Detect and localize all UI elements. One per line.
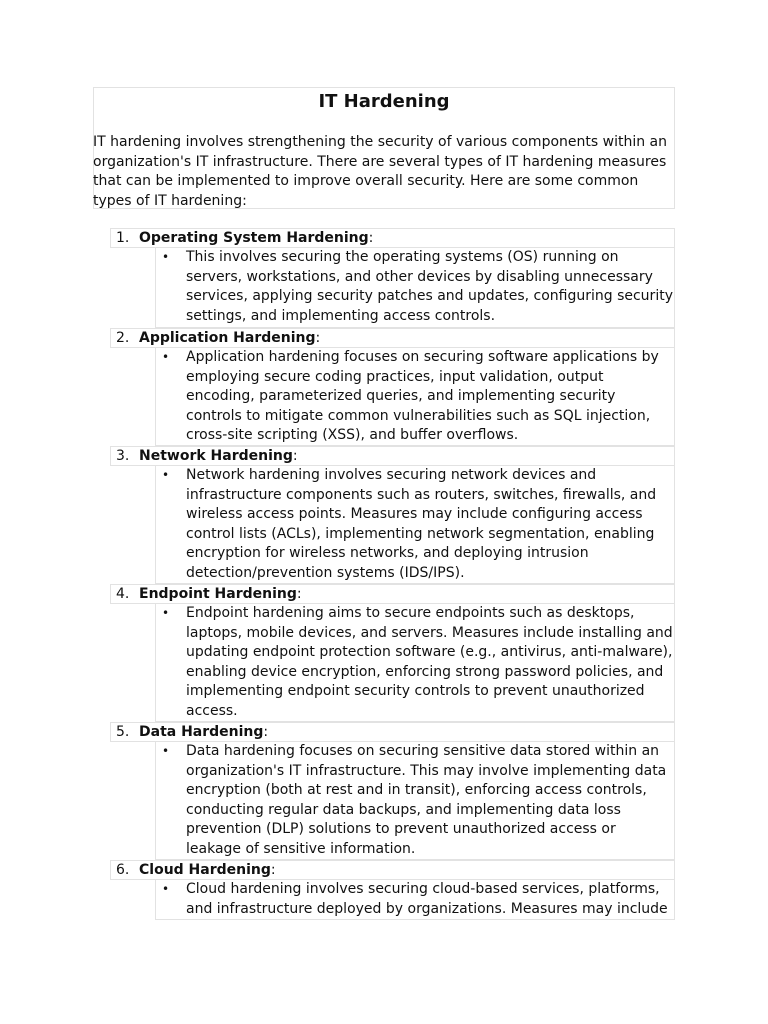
item-description: Data hardening focuses on securing sensitive data stored within an organization's IT infrastructure. This may involve implementing data encryption (both at rest and in transit), enforcing access controls, conducting regular data backups, and implementing data loss prevention (DLP) solutions to prevent unauthorized access or leakage of sensitive information. (186, 743, 667, 857)
item-title-bold: Data Hardening (139, 724, 264, 740)
item-title-bold: Application Hardening (139, 330, 316, 346)
item-title-bold: Cloud Hardening (139, 862, 271, 878)
list-item-body (155, 248, 675, 328)
intro-paragraph: IT hardening involves strengthening the security of various components within an organization's IT infrastructure. There are several types of IT hardening measures that can be implemented to improve overall security. Here are some common types of IT hardening: (93, 134, 667, 209)
document-title: IT Hardening (318, 91, 450, 112)
list-item-body (155, 880, 675, 920)
item-title-suffix: : (263, 724, 269, 740)
item-description: Application hardening focuses on securing software applications by employing secure coding practices, input validation, output encoding, parameterized queries, and implementing security controls to mitigate common vulnerabilities such as SQL injection, cross-site scripting (XSS), and buffer overflows. (186, 349, 659, 444)
item-number: 6. (116, 862, 130, 878)
item-title-suffix: : (292, 448, 298, 464)
item-title-bold: Operating System Hardening (139, 230, 369, 246)
item-title (139, 447, 298, 465)
bullet-icon: • (162, 468, 170, 482)
list-item-body (155, 348, 675, 446)
item-title-suffix: : (296, 586, 302, 602)
item-title (139, 861, 276, 879)
item-description: This involves securing the operating systems (OS) running on servers, workstations, and other devices by disabling unnecessary services, applying security patches and updates, configuring security settings, and implementing access controls. (186, 249, 673, 324)
item-title (139, 229, 373, 247)
list-item-heading (110, 860, 675, 880)
list-item-body (155, 604, 675, 722)
item-number: 4. (116, 586, 130, 602)
item-title (139, 723, 268, 741)
bullet-icon: • (162, 350, 170, 364)
list-item-body (155, 742, 675, 860)
item-number: 5. (116, 724, 130, 740)
list-item-heading (110, 722, 675, 742)
item-title-bold: Endpoint Hardening (139, 586, 297, 602)
bullet-icon: • (162, 606, 170, 620)
item-number: 3. (116, 448, 130, 464)
bullet-icon: • (162, 250, 170, 264)
item-title-suffix: : (315, 330, 321, 346)
item-number: 1. (116, 230, 130, 246)
bullet-icon: • (162, 882, 170, 896)
list-item-heading (110, 584, 675, 604)
item-title (139, 585, 302, 603)
item-description: Cloud hardening involves securing cloud-based services, platforms, and infrastructure deployed by organizations. Measures may include (186, 881, 668, 917)
list-item-heading (110, 328, 675, 348)
list-item-heading (110, 228, 675, 248)
item-title-suffix: : (270, 862, 276, 878)
item-description: Network hardening involves securing network devices and infrastructure components such as routers, switches, firewalls, and wireless access points. Measures may include configuring access control lists (ACLs), implementing network segmentation, enabling encryption for wireless networks, and deploying intrusion detection/prevention systems (IDS/IPS). (186, 467, 657, 581)
list-item-heading (110, 446, 675, 466)
hardening-types-list (0, 228, 768, 920)
bullet-icon: • (162, 744, 170, 758)
item-title-bold: Network Hardening (139, 448, 293, 464)
item-description: Endpoint hardening aims to secure endpoints such as desktops, laptops, mobile devices, and servers. Measures include installing and updating endpoint protection software (e.g., antivirus, anti-malware), enabling device encryption, enforcing strong password policies, and implementing endpoint security controls to prevent unauthorized access. (186, 605, 673, 719)
item-number: 2. (116, 330, 130, 346)
item-title-suffix: : (368, 230, 374, 246)
item-title (139, 329, 320, 347)
list-item-body (155, 466, 675, 584)
